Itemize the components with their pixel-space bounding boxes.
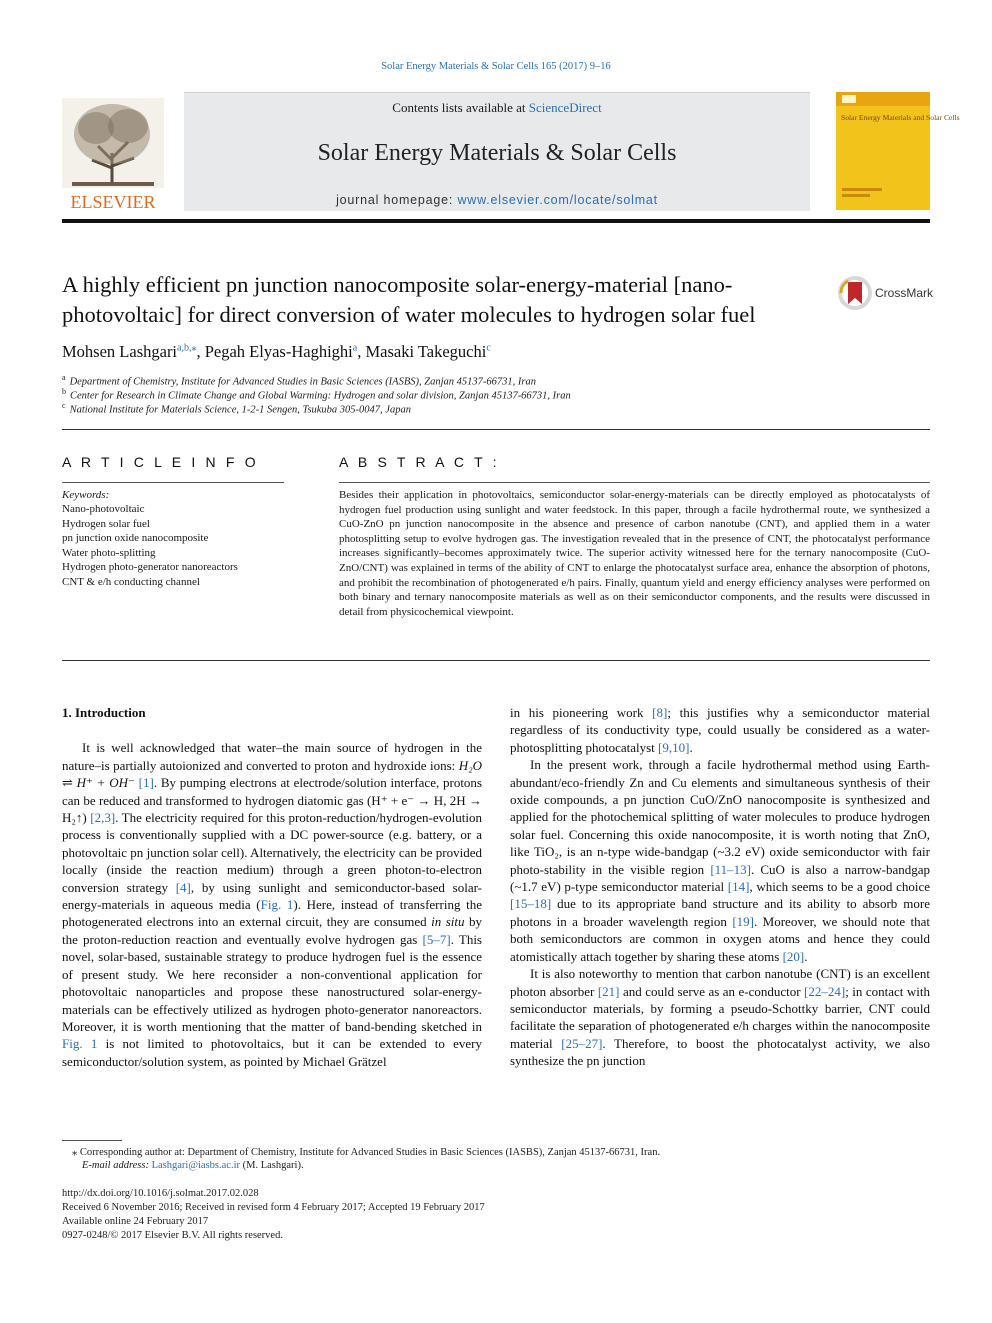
corresponding-author-note: ⁎ Corresponding author at: Department of Chemistry, Institute for Advanced Studies in Basic Sciences (IASBS), Zanjan 45137-66731, Iran. xyxy=(72,1147,661,1158)
citation-link[interactable]: [5–7] xyxy=(422,931,451,947)
tree-logo-icon xyxy=(62,98,164,210)
affiliation-marker: a xyxy=(62,373,66,382)
elsevier-wordmark: ELSEVIER xyxy=(70,192,156,212)
journal-cover-icon xyxy=(836,92,960,210)
body-paragraph xyxy=(510,704,930,756)
author-name[interactable]: Masaki Takeguchi xyxy=(365,342,487,361)
citation-link[interactable]: [14] xyxy=(727,879,750,895)
keyword: Water photo-splitting xyxy=(62,546,156,559)
text-run: . The electricity required for this proton-reduction/hydrogen-evolution process is conventionally supplied with a DC power-source (e.g. battery, or a photovoltaic pn junction solar cell). Alternatively, the electricity can be provided locally (inside the reaction medium) through a green photon-to-electron conversion strategy xyxy=(62,810,482,895)
email-link[interactable]: Lashgari@iasbs.ac.ir xyxy=(151,1160,240,1171)
citation-link[interactable]: [9,10] xyxy=(658,739,690,755)
body-paragraph xyxy=(510,756,930,965)
sciencedirect-link[interactable]: ScienceDirect xyxy=(528,100,602,115)
author-affiliation-marker[interactable]: c xyxy=(486,342,491,354)
text-run: It is also noteworthy to mention that carbon nanotube (CNT) is an excellent photon absorber xyxy=(510,966,930,999)
email-label: E-mail address: xyxy=(82,1160,152,1171)
keyword: Nano-photovoltaic xyxy=(62,503,145,515)
article-info-rule xyxy=(62,482,284,483)
crossmark-label[interactable]: CrossMark xyxy=(875,286,934,300)
citation-link[interactable]: [2,3] xyxy=(90,810,116,826)
figure-link[interactable]: Fig. 1 xyxy=(260,897,294,913)
figure-link[interactable]: Fig. 1 xyxy=(62,1036,98,1052)
abstract-rule xyxy=(339,482,930,483)
body-column-left xyxy=(62,704,482,1070)
abstract-heading: A B S T R A C T : xyxy=(339,454,500,470)
text-run: due to its appropriate band structure and its ability to absorb more photons in a broader wavelength region xyxy=(510,896,930,929)
text-run: , which seems to be a good choice xyxy=(749,879,930,895)
text-run: It is well acknowledged that water–the main source of hydrogen in the nature–is partially autoionized and converted to proton and hydroxide ions: xyxy=(62,740,482,773)
text-run: . CuO is also a narrow-bandgap (~1.7 eV) p-type semiconductor material xyxy=(510,861,930,895)
text-run: . Moreover, we should note that both semiconductors are common in oxygen atoms and hence they could atomistically attach together by sharing these atoms xyxy=(510,913,930,964)
emphasis: in situ xyxy=(431,914,465,930)
author-affiliation-marker[interactable]: a xyxy=(352,342,358,354)
keyword: Hydrogen solar fuel xyxy=(62,517,150,530)
author-name[interactable]: Mohsen Lashgari xyxy=(62,342,178,361)
affiliation-text: National Institute for Materials Science, 1-2-1 Sengen, Tsukuba 305-0047, Japan xyxy=(69,404,411,416)
contents-prefix: Contents lists available at xyxy=(392,100,529,115)
contents-line xyxy=(184,100,810,116)
text-run: is not limited to photovoltaics, but it can be extended to every semiconductor/solution system, as pointed by Michael Grätzel xyxy=(62,1036,482,1069)
text-run: . This novel, solar-based, sustainable strategy to produce hydrogen fuel is the essence of present study. We here reconsider a non-conventional application for photovoltaic nanoparticles and propose these nanostructured solar-energy-materials can be effectively utilized as hydrogen photo-generator nanoreactors. Moreover, it is worth mentioning that the matter of band-bending sketched in xyxy=(62,931,482,1034)
citation-link[interactable]: [4] xyxy=(175,879,191,895)
crossmark-icon xyxy=(837,274,873,312)
text-run: ). Here, instead of transferring the photogenerated electrons into an external circuit, they are consumed xyxy=(62,897,482,930)
journal-name: Solar Energy Materials & Solar Cells xyxy=(317,140,677,166)
history-online: Available online 24 February 2017 xyxy=(62,1216,209,1227)
email-line xyxy=(82,1160,304,1171)
text-run: In the present work, through a facile hydrothermal method using Earth-abundant/eco-friendly Zn and Cu elements and simultaneous synthesis of their oxide compounds, a pn junction CuO/ZnO nanocomposite is synthesized and applied for the photochemical splitting of water molecules to produce hydrogen solar fuel. Concerning this oxide nanocomposite, it is worth noting that ZnO, like TiO₂, is an n-type wide-bandgap (~3.2 eV) oxide semiconductor with fair photo-stability in the visible region xyxy=(510,757,930,877)
affiliation xyxy=(62,387,571,402)
affiliation-marker: c xyxy=(62,401,66,410)
text-run: , by using sunlight and semiconductor-based solar-energy-materials in aqueous media ( xyxy=(62,879,482,913)
keyword: pn junction oxide nanocomposite xyxy=(62,532,209,544)
journal-cover-thumbnail[interactable] xyxy=(836,92,960,210)
text-run: . xyxy=(689,739,693,755)
affiliation xyxy=(62,373,536,388)
article-info-heading: A R T I C L E I N F O xyxy=(62,454,259,470)
affiliation-marker: b xyxy=(62,387,66,396)
text-run: and could serve as an e-conductor xyxy=(619,983,805,999)
citation-link[interactable]: [22–24] xyxy=(804,983,846,999)
author-affiliation-marker[interactable]: a,b,⁎ xyxy=(177,342,197,354)
homepage-link[interactable]: www.elsevier.com/locate/solmat xyxy=(457,193,658,207)
affiliation xyxy=(62,401,411,416)
text-run: by the proton-reduction reaction and eventually evolve hydrogen gas xyxy=(62,914,482,947)
article-title-line-2: photovoltaic] for direct conversion of water molecules to hydrogen solar fuel xyxy=(62,302,756,327)
citation-link[interactable]: [8] xyxy=(652,705,668,720)
history-received: Received 6 November 2016; Received in revised form 4 February 2017; Accepted 19 February 2017 xyxy=(62,1202,485,1213)
citation-link[interactable]: [19] xyxy=(732,913,755,929)
running-head[interactable]: Solar Energy Materials & Solar Cells 165 (2017) 9–16 xyxy=(381,61,611,72)
intro-paragraph xyxy=(62,739,482,1070)
cover-title: Solar Energy Materials and Solar Cells xyxy=(841,113,960,122)
homepage-prefix: journal homepage: xyxy=(336,193,458,207)
copyright-line: 0927-0248/© 2017 Elsevier B.V. All rights reserved. xyxy=(62,1230,283,1241)
author-name[interactable]: Pegah Elyas-Haghighi xyxy=(204,342,353,361)
keyword: Hydrogen photo-generator nanoreactors xyxy=(62,561,238,573)
keyword: CNT & e/h conducting channel xyxy=(62,575,200,588)
equation: H₂O ⇌ H⁺ + OH⁻ xyxy=(62,757,482,791)
header-rule xyxy=(62,429,930,430)
article-title xyxy=(62,270,822,330)
article-title-line-1: A highly efficient pn junction nanocomposite solar-energy-material [nano- xyxy=(62,272,733,297)
author-separator: , xyxy=(357,342,366,361)
doi-link[interactable]: http://dx.doi.org/10.1016/j.solmat.2017.02.028 xyxy=(62,1188,259,1199)
text-run: . Therefore, to boost the photocatalyst activity, we also synthesize the pn junction xyxy=(510,1035,930,1069)
text-run: . xyxy=(804,948,808,964)
keywords-label: Keywords: xyxy=(62,489,110,501)
citation-link[interactable]: [20] xyxy=(782,948,805,964)
citation-link[interactable]: [21] xyxy=(597,983,620,999)
section-heading: 1. Introduction xyxy=(62,705,146,720)
author-separator: , xyxy=(196,342,205,361)
affiliation-text: Department of Chemistry, Institute for Advanced Studies in Basic Sciences (IASBS), Zanjan 45137-66731, Iran xyxy=(69,376,536,388)
elsevier-logo[interactable] xyxy=(62,98,164,210)
masthead-rule xyxy=(62,219,930,223)
body-column-right xyxy=(510,704,930,1070)
abstract-bottom-rule xyxy=(62,660,930,661)
citation-link[interactable]: [25–27] xyxy=(561,1035,603,1051)
abstract-text: Besides their application in photovoltaics, semiconductor solar-energy-materials can be directly employed as photocatalysts of hydrogen fuel production using sunlight and water feedstock. In this paper, through a facile hydrothermal route, we synthesized a CuO-ZnO pn junction nanocomposite in the absence and presence of carbon nanotube (CNT), and applied them in a water photosplitting setup to evolve hydrogen gas. The investigation revealed that in the presence of CNT, the photocatalyst performance increases significantly–becomes approximately twice. The superior activity witnessed here for the ternary nanocomposite (CuO-ZnO/CNT) was explained in terms of the ability of CNT to enlarge the photocatalyst surface area, enhance the absorption of photons, and prohibit the recombination of photogenerated e/h pairs. Finally, quantum yield and energy efficiency analyses were performed on both binary and ternary nanocomposite materials as well as on their semiconductor components, and the results were discussed in detail from physicochemical viewpoint. xyxy=(339,489,930,618)
footnote-rule xyxy=(62,1140,122,1141)
homepage-line xyxy=(184,193,810,207)
body-paragraph xyxy=(510,965,930,1069)
citation-link[interactable]: [1] xyxy=(138,775,154,791)
text-run: ; in contact with semiconductor materials, by forming a pseudo-Schottky barrier, CNT could facilitate the separation of photogenerated e/h charges within the nanocomposite material xyxy=(510,983,930,1051)
text-run: in his pioneering work xyxy=(510,705,653,720)
citation-link[interactable]: [11–13] xyxy=(710,861,751,877)
email-suffix: (M. Lashgari). xyxy=(240,1160,304,1171)
affiliation-text: Center for Research in Climate Change and Global Warming: Hydrogen and solar division, Zanjan 45137-66731, Iran xyxy=(70,390,571,402)
text-run: ; this justifies why a semiconductor material regardless of its conductivity type, could usually be considered as a water-photosplitting photocatalyst xyxy=(510,705,930,755)
author-list xyxy=(62,342,491,362)
citation-link[interactable]: [15–18] xyxy=(510,896,552,912)
text-run: . By pumping electrons at electrode/solution interface, protons can be reduced and transformed to hydrogen diatomic gas (H⁺ + e⁻ → H, 2H → H₂↑) xyxy=(62,775,482,826)
